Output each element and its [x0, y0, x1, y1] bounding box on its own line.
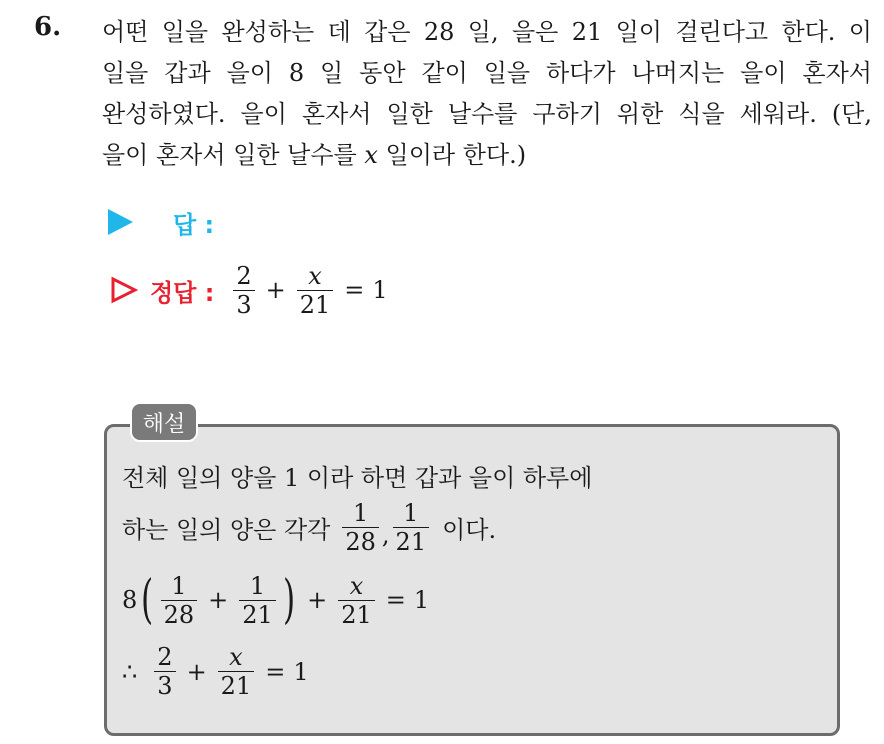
explanation-tab: 해설: [130, 402, 198, 442]
fraction: $\frac{x}{21}$: [218, 644, 255, 699]
question-line: 어떤 일을 완성하는 데 갑은 28 일, 을은 21 일이 걸린다고 한다. 이: [102, 18, 872, 46]
solution-label: 정답 :: [150, 278, 215, 307]
fraction: $\frac{1}{21}$: [393, 500, 430, 555]
fraction: $\frac{x}{21}$: [297, 263, 334, 318]
fraction: $\frac{1}{28}$: [342, 500, 379, 555]
solution-equation: $\frac{2}{3}$ + $\frac{x}{21}$ = 1: [230, 263, 387, 318]
variable-x: x: [364, 141, 378, 169]
play-triangle-icon: [108, 209, 133, 235]
answer-row: [108, 202, 214, 242]
fraction: $\frac{2}{3}$: [154, 644, 175, 699]
answer-label: 답 :: [173, 210, 215, 239]
question-number: 6.: [34, 12, 62, 42]
fraction: $\frac{2}{3}$: [233, 263, 254, 318]
question-line: 완성하였다. 을이 혼자서 일한 날수를 구하기 위한 식을 세워라. (단,: [102, 100, 872, 128]
therefore-symbol: ∴: [122, 657, 138, 686]
solution-row: [110, 258, 388, 322]
question-text: [102, 12, 872, 176]
explanation-line: 하는 일의 양은 각각 $\frac{1}{28}$ , $\frac{1}{21}$ 이다.: [122, 499, 497, 556]
explanation-line: ∴ $\frac{2}{3}$ + $\frac{x}{21}$ = 1: [122, 643, 309, 700]
explanation-line: 전체 일의 양을 1 이라 하면 갑과 을이 하루에: [122, 464, 593, 492]
fraction: $\frac{x}{21}$: [338, 573, 375, 628]
fraction: $\frac{1}{28}$: [161, 573, 198, 628]
fraction: $\frac{1}{21}$: [239, 573, 276, 628]
explanation-line: 8 ( $\frac{1}{28}$ + $\frac{1}{21}$ ) + $\frac{x}{21}$ = 1: [122, 570, 430, 630]
outline-triangle-icon: [110, 276, 138, 304]
question-line: 을이 혼자서 일한 날수를 x 일이라 한다.): [102, 141, 527, 169]
question-line: 일을 갑과 을이 8 일 동안 같이 일을 하다가 나머지는 을이 혼자서: [102, 59, 872, 87]
